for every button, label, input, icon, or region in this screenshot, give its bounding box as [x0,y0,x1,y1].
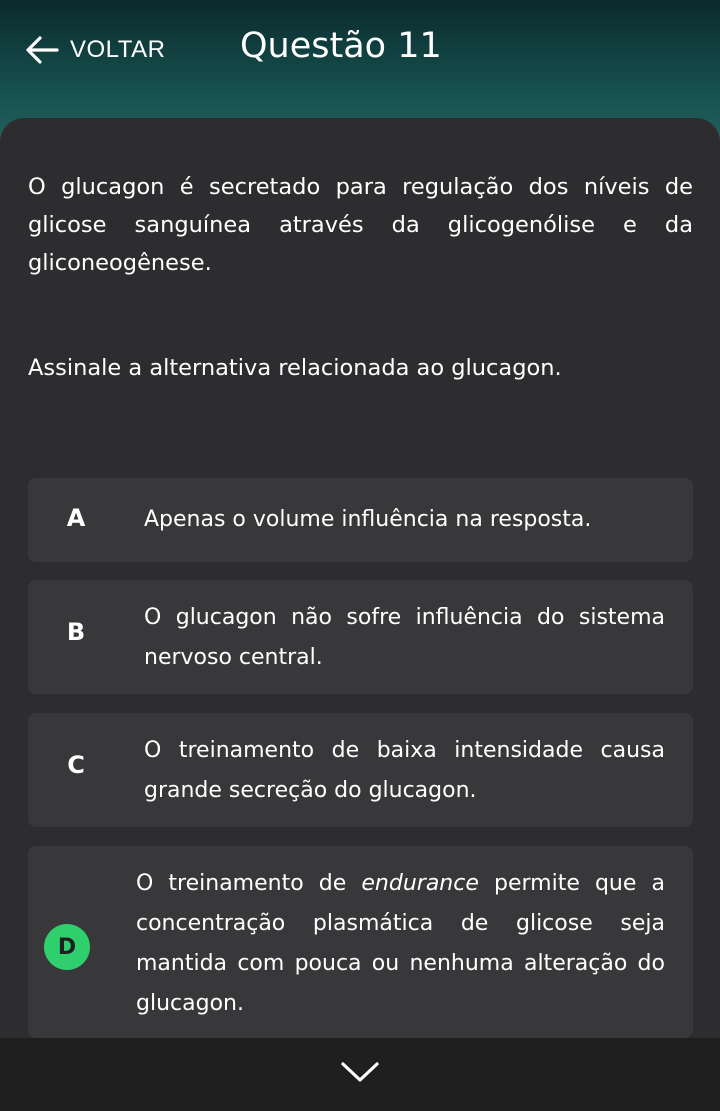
arrow-left-icon [24,35,60,65]
option-letter-selected-badge: D [44,924,90,970]
question-stem: O glucagon é secretado para regulação dos níveis de glicose sanguínea através da glicogenólise e da gliconeogênese. [28,174,693,276]
option-letter: A [66,504,86,532]
back-button[interactable] [24,30,165,70]
option-letter: C [67,751,85,779]
page-title: Questão 11 [240,26,442,66]
back-label: VOLTAR [70,36,166,63]
option-text-italic: endurance [361,871,479,896]
question-instruction: Assinale a alternativa relacionada ao glucagon. [28,355,562,381]
option-text-after: permite que a concentração plasmática de glicose seja mantida com pouca ou nenhuma alteração do glucagon. [136,871,665,1016]
option-text: Apenas o volume influência na resposta. [144,507,592,532]
bottom-bar [0,1038,720,1111]
option-text [136,864,665,1024]
option-text: O treinamento de baixa intensidade causa grande secreção do glucagon. [144,738,665,803]
option-b[interactable] [28,580,693,694]
header [0,0,720,110]
option-c[interactable] [28,713,693,827]
option-a[interactable] [28,478,693,562]
option-letter: B [66,618,86,646]
option-text-before: O treinamento de [136,871,362,896]
chevron-down-icon[interactable] [340,1060,380,1084]
option-d[interactable] [28,846,693,1038]
option-text: O glucagon não sofre influência do sistema nervoso central. [144,605,665,670]
